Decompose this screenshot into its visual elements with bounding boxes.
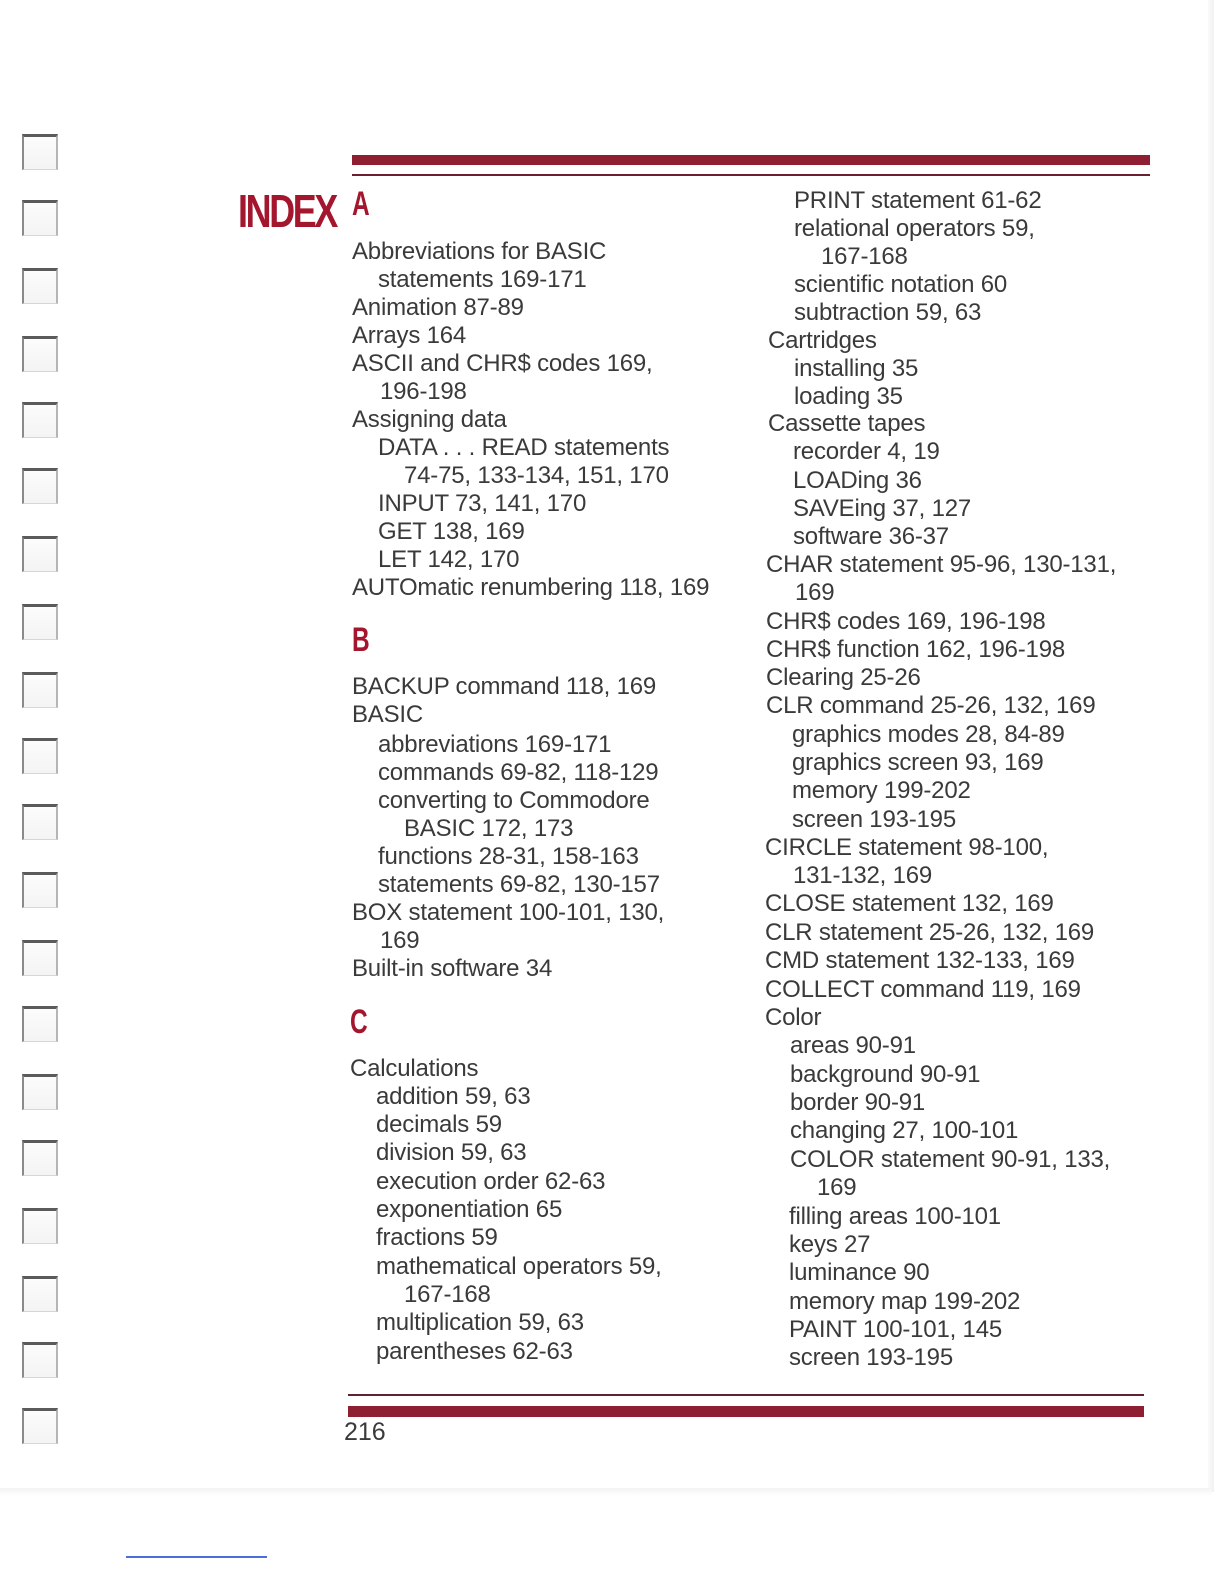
index-entry: CIRCLE statement 98-100,	[765, 834, 1049, 861]
binding-ring	[22, 200, 58, 236]
index-entry: CLR statement 25-26, 132, 169	[765, 919, 1095, 946]
index-subentry: screen 193-195	[789, 1344, 953, 1371]
index-subentry: changing 27, 100-101	[790, 1117, 1019, 1144]
binding-ring	[22, 268, 58, 304]
index-subentry: software 36-37	[793, 523, 949, 550]
index-entry: Calculations	[350, 1055, 479, 1082]
index-subentry: mathematical operators 59,	[376, 1253, 662, 1280]
index-subentry: 196-198	[380, 378, 467, 405]
index-entry: ASCII and CHR$ codes 169,	[352, 350, 653, 377]
binding-ring	[22, 604, 58, 640]
index-entry: AUTOmatic renumbering 118, 169	[352, 574, 710, 601]
bottom-rule-thin	[348, 1394, 1144, 1396]
binding-ring	[22, 134, 58, 170]
index-subentry: scientific notation 60	[794, 271, 1008, 298]
index-subentry: decimals 59	[376, 1111, 502, 1138]
index-entry: Animation 87-89	[352, 294, 524, 321]
index-entry: CHAR statement 95-96, 130-131,	[766, 551, 1117, 578]
index-subentry: parentheses 62-63	[376, 1338, 573, 1365]
index-subentry: recorder 4, 19	[793, 438, 940, 465]
binding-ring	[22, 536, 58, 572]
index-subentry: loading 35	[794, 383, 903, 410]
index-subentry: LOADing 36	[793, 467, 922, 494]
binding-ring	[22, 738, 58, 774]
index-subentry: 169	[817, 1174, 857, 1201]
page-number: 216	[344, 1418, 386, 1446]
index-subentry: LET 142, 170	[378, 546, 520, 573]
index-entry: BOX statement 100-101, 130,	[352, 899, 665, 926]
index-subentry: COLOR statement 90-91, 133,	[790, 1146, 1111, 1173]
section-letter-c: C	[350, 1003, 368, 1041]
binding-ring	[22, 468, 58, 504]
binding-ring	[22, 1006, 58, 1042]
binding-ring	[22, 1276, 58, 1312]
binding-ring	[22, 1408, 58, 1444]
index-subentry: 74-75, 133-134, 151, 170	[404, 462, 669, 489]
index-subentry: installing 35	[794, 355, 919, 382]
top-rule-thin	[352, 174, 1150, 176]
binding-ring	[22, 672, 58, 708]
binding-ring	[22, 1140, 58, 1176]
index-subentry: 169	[795, 579, 835, 606]
page-edge-shadow	[1208, 0, 1214, 1492]
index-subentry: border 90-91	[790, 1089, 926, 1116]
index-entry: Cassette tapes	[768, 410, 926, 437]
index-subentry: filling areas 100-101	[789, 1203, 1001, 1230]
binding-ring	[22, 940, 58, 976]
index-subentry: INPUT 73, 141, 170	[378, 490, 587, 517]
index-subentry: memory map 199-202	[789, 1288, 1021, 1315]
index-subentry: functions 28-31, 158-163	[378, 843, 639, 870]
index-entry: CHR$ codes 169, 196-198	[766, 608, 1046, 635]
binding-ring	[22, 336, 58, 372]
index-subentry: 167-168	[821, 243, 908, 270]
index-entry: CLOSE statement 132, 169	[765, 890, 1054, 917]
index-subentry: addition 59, 63	[376, 1083, 531, 1110]
index-subentry: graphics screen 93, 169	[792, 749, 1044, 776]
index-subentry: memory 199-202	[792, 777, 971, 804]
index-entry: Color	[765, 1004, 822, 1031]
index-subentry: 131-132, 169	[793, 862, 933, 889]
index-entry: Clearing 25-26	[766, 664, 921, 691]
index-subentry: keys 27	[789, 1231, 871, 1258]
section-letter-b: B	[352, 621, 370, 659]
index-subentry: DATA . . . READ statements	[378, 434, 670, 461]
index-entry: COLLECT command 119, 169	[765, 976, 1081, 1003]
binding-ring	[22, 1342, 58, 1378]
binding-ring	[22, 402, 58, 438]
index-subentry: SAVEing 37, 127	[793, 495, 972, 522]
binding-ring	[22, 1074, 58, 1110]
index-entry: Cartridges	[768, 327, 877, 354]
index-entry: BACKUP command 118, 169	[352, 673, 657, 700]
binding-ring	[22, 872, 58, 908]
index-subentry: abbreviations 169-171	[378, 731, 612, 758]
index-entry: CMD statement 132-133, 169	[765, 947, 1075, 974]
index-subentry: background 90-91	[790, 1061, 981, 1088]
index-subentry: converting to Commodore	[378, 787, 650, 814]
index-entry: Arrays 164	[352, 322, 467, 349]
page-title: INDEX	[238, 185, 336, 237]
index-subentry: GET 138, 169	[378, 518, 525, 545]
index-subentry: PRINT statement 61-62	[794, 187, 1042, 214]
index-subentry: commands 69-82, 118-129	[378, 759, 659, 786]
index-subentry: relational operators 59,	[794, 215, 1035, 242]
binding-ring	[22, 1208, 58, 1244]
index-subentry: statements 69-82, 130-157	[378, 871, 660, 898]
section-letter-a: A	[352, 185, 370, 223]
index-entry: Built-in software 34	[352, 955, 553, 982]
index-subentry: luminance 90	[789, 1259, 930, 1286]
index-entry: BASIC	[352, 701, 424, 728]
index-subentry: graphics modes 28, 84-89	[792, 721, 1065, 748]
index-subentry: statements 169-171	[378, 266, 587, 293]
index-subentry: fractions 59	[376, 1224, 498, 1251]
index-entry: Abbreviations for BASIC	[352, 238, 607, 265]
bottom-rule-thick	[348, 1406, 1144, 1417]
spiral-binding	[22, 128, 62, 1448]
index-subentry: 169	[380, 927, 420, 954]
index-entry: Assigning data	[352, 406, 507, 433]
index-subentry: exponentiation 65	[376, 1196, 563, 1223]
page-bottom-shadow	[0, 1488, 1212, 1496]
index-subentry: BASIC 172, 173	[404, 815, 574, 842]
index-subentry: division 59, 63	[376, 1139, 527, 1166]
top-rule-thick	[352, 155, 1150, 165]
index-subentry: screen 193-195	[792, 806, 956, 833]
index-subentry: execution order 62-63	[376, 1168, 606, 1195]
index-subentry: areas 90-91	[790, 1032, 916, 1059]
index-subentry: multiplication 59, 63	[376, 1309, 584, 1336]
index-entry: CLR command 25-26, 132, 169	[766, 692, 1096, 719]
binding-ring	[22, 804, 58, 840]
index-entry: CHR$ function 162, 196-198	[766, 636, 1065, 663]
index-subentry: subtraction 59, 63	[794, 299, 982, 326]
footer-underline	[126, 1556, 267, 1558]
index-subentry: PAINT 100-101, 145	[789, 1316, 1002, 1343]
index-subentry: 167-168	[404, 1281, 491, 1308]
